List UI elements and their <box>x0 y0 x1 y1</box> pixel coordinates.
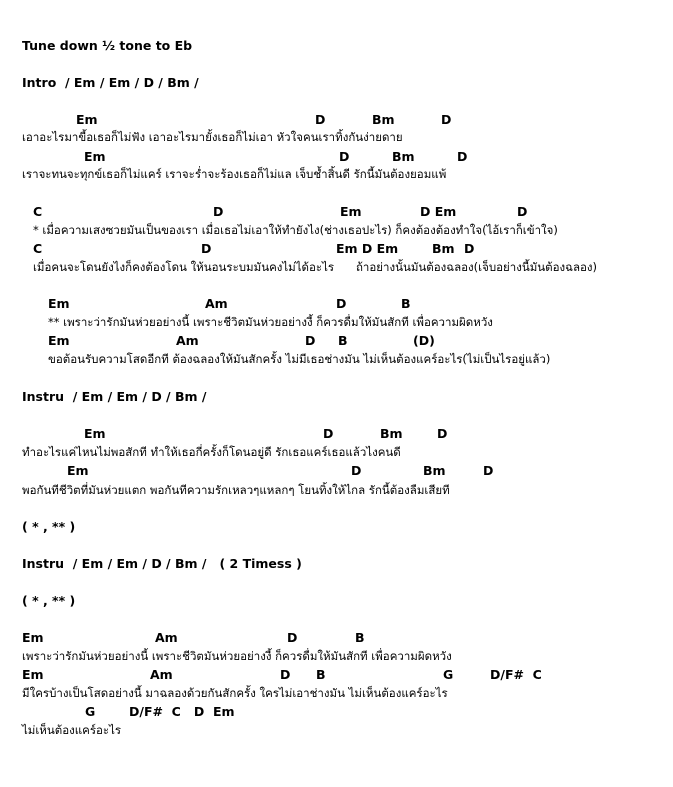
chord: Bm <box>380 426 403 441</box>
lyric-text: พอกันทีชีวิตที่มันห่วยแตก พอกันทีความรักเหลวๆแหลกๆ โยนทิ้งให้ไกล รักนี้ต้องลืมเสียที <box>22 483 450 497</box>
chord: Em <box>76 112 98 127</box>
chord: D/F# C <box>490 667 542 682</box>
chord: D <box>437 426 448 441</box>
chord: Em <box>48 296 70 311</box>
outro-lyric-line-1 <box>0 646 673 666</box>
chord: Em <box>340 204 362 219</box>
intro-line <box>0 73 673 93</box>
chord: Bm <box>372 112 395 127</box>
outro-chord-line-2 <box>0 665 673 685</box>
chord: B <box>338 333 348 348</box>
chord: Bm <box>432 241 455 256</box>
lyric-text: ไม่เห็นต้องแคร์อะไร <box>22 723 122 737</box>
chord: Bm <box>423 463 446 478</box>
chord: C <box>33 204 43 219</box>
chord: D <box>457 149 468 164</box>
chord: Bm <box>392 149 415 164</box>
chord: D <box>483 463 494 478</box>
instru-text: Instru / Em / Em / D / Bm / <box>22 389 207 404</box>
lyric-text: * เมื่อความเสงซวยมันเป็นของเรา เมื่อเธอไม่เอาให้ทำยังไง(ช่างเธอปะไร) ก็คงต้องต้องทำใจ(ไอ้เราก็เข้าใจ) <box>33 223 558 237</box>
prechorus-chord-line-2 <box>0 239 673 259</box>
chord: Em <box>84 149 106 164</box>
outro-lyric-line-2 <box>0 683 673 703</box>
chord: Em <box>67 463 89 478</box>
verse2-lyric-line-2 <box>0 480 673 500</box>
chord: D <box>517 204 528 219</box>
tuning-text: Tune down ½ tone to Eb <box>22 38 193 53</box>
chorus-chord-line-1 <box>0 294 673 314</box>
lyric-text: เราจะทนจะทุกข์เธอก็ไม่แคร์ เราจะร่ำจะร้องเธอก็ไม่แล เจ็บช้ำสิ้นดี รักนี้มันต้องยอมแพ้ <box>22 167 447 181</box>
chord: Am <box>155 630 178 645</box>
chord: Am <box>176 333 199 348</box>
chord: D <box>351 463 362 478</box>
chord: D <box>336 296 347 311</box>
repeat-text: ( * , ** ) <box>22 519 76 534</box>
chord: D <box>323 426 334 441</box>
chord: Em <box>22 630 44 645</box>
chord: D Em <box>420 204 457 219</box>
chord: Am <box>205 296 228 311</box>
tuning-line <box>0 36 673 56</box>
lyric-text: ขอต้อนรับความโสดอีกที ต้องฉลองให้มันสักครั้ง ไม่มีเธอช่างมัน ไม่เห็นต้องแคร์อะไร(ไม่เป็นไรอยู่แล้ว) <box>48 352 551 366</box>
verse2-chord-line-2 <box>0 461 673 481</box>
repeat-marker-1 <box>0 517 673 537</box>
lyric-text: ** เพราะว่ารักมันห่วยอย่างนี้ เพราะชีวิตมันห่วยอย่างงี้ ก็ควรดื่มให้มันสักที เพื่อความผิดหวัง <box>48 315 493 329</box>
repeat-text: ( * , ** ) <box>22 593 76 608</box>
chord: D <box>464 241 475 256</box>
verse2-chord-line-1 <box>0 424 673 444</box>
chord: D <box>315 112 326 127</box>
chorus-lyric-line-1 <box>0 312 673 332</box>
chord: G <box>443 667 454 682</box>
chord: D <box>339 149 350 164</box>
chord: D <box>441 112 452 127</box>
chord: D <box>287 630 298 645</box>
lyric-text: เพราะว่ารักมันห่วยอย่างนี้ เพราะชีวิตมันห่วยอย่างงี้ ก็ควรดื่มให้มันสักที เพื่อความผิดหวัง <box>22 649 452 663</box>
chord: G <box>85 704 96 719</box>
lyric-text: มีใครบ้างเป็นโสดอย่างนี้ มาฉลองด้วยกันสักครั้ง ใครไม่เอาช่างมัน ไม่เห็นต้องแคร์อะไร <box>22 686 448 700</box>
chorus-chord-line-2 <box>0 331 673 351</box>
chord: Em <box>22 667 44 682</box>
chord: Em <box>84 426 106 441</box>
chord: B <box>401 296 411 311</box>
chord: Am <box>150 667 173 682</box>
chord: B <box>316 667 326 682</box>
chord: Em D Em <box>336 241 399 256</box>
lyric-text: เอาอะไรมาขี้อเธอก็ไม่ฟัง เอาอะไรมายั้งเธอก็ไม่เอา หัวใจคนเราทิ้งกันง่ายดาย <box>22 130 403 144</box>
outro-lyric-line-3 <box>0 720 673 740</box>
chord: C <box>33 241 43 256</box>
chord: B <box>355 630 365 645</box>
prechorus-lyric-line-2 <box>0 257 673 277</box>
chord: D/F# C D Em <box>129 704 235 719</box>
instru-line-2 <box>0 554 673 574</box>
lyric-text: ทำอะไรแค่ไหนไม่พอสักที ทำให้เธอกี่ครั้งก็โดนอยู่ดี รักเธอแคร์เธอแล้วไงคนดี <box>22 445 401 459</box>
repeat-marker-2 <box>0 591 673 611</box>
lyric-text: เมื่อคนจะโดนยังไงก็คงต้องโดน ให้นอนระบมมันคงไม่ได้อะไร ถ้าอย่างนั้นมันต้องฉลอง(เจ็บอย่างนี้มันต้องฉลอง) <box>33 260 598 274</box>
verse2-lyric-line-1 <box>0 442 673 462</box>
verse1-lyric-line-1 <box>0 127 673 147</box>
outro-chord-line-1 <box>0 628 673 648</box>
prechorus-lyric-line-1 <box>0 220 673 240</box>
outro-chord-line-3 <box>0 702 673 722</box>
chord: D <box>213 204 224 219</box>
instru-line-1 <box>0 387 673 407</box>
prechorus-chord-line-1 <box>0 202 673 222</box>
chord: D <box>280 667 291 682</box>
chord: Em <box>48 333 70 348</box>
chord: (D) <box>413 333 435 348</box>
chord: D <box>201 241 212 256</box>
chorus-lyric-line-2 <box>0 349 673 369</box>
verse1-lyric-line-2 <box>0 164 673 184</box>
instru-text: Instru / Em / Em / D / Bm / ( 2 Timess ) <box>22 556 302 571</box>
intro-text: Intro / Em / Em / D / Bm / <box>22 75 199 90</box>
chord: D <box>305 333 316 348</box>
